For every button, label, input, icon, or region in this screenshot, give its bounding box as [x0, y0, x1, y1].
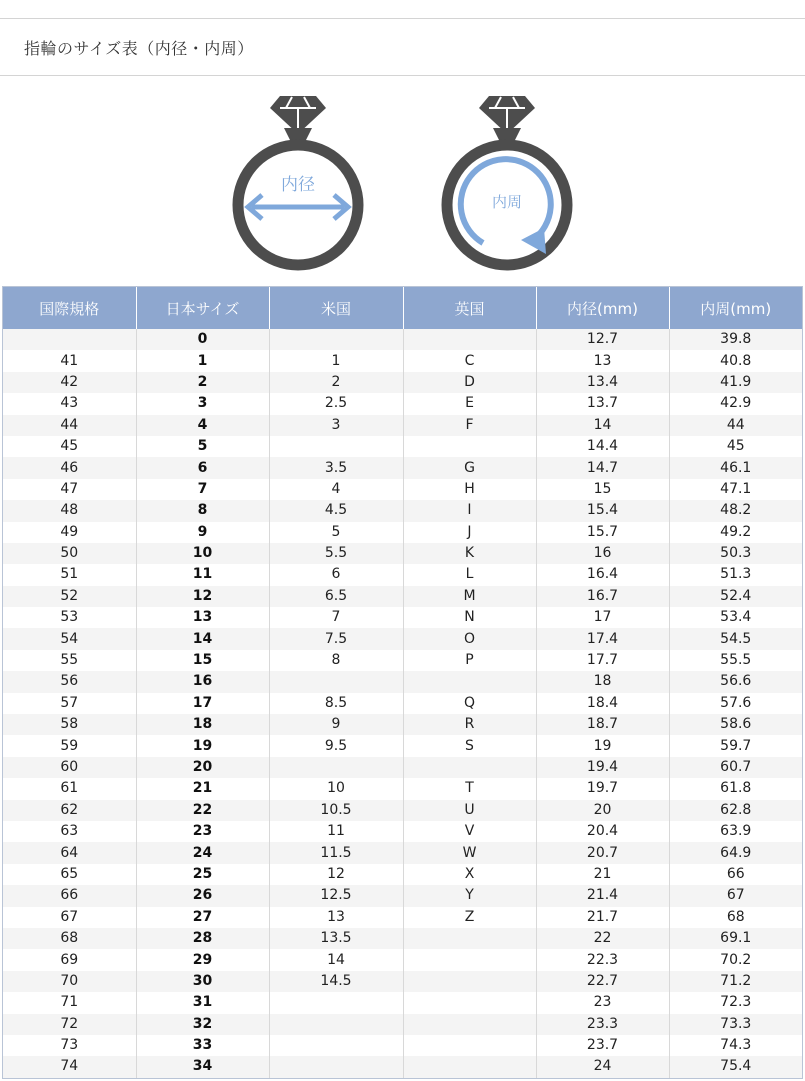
header-japan: 日本サイズ [136, 287, 269, 329]
table-row [3, 650, 802, 671]
cell-international: 71 [3, 992, 136, 1013]
cell-japan: 26 [136, 885, 269, 906]
cell-uk: H [403, 479, 536, 500]
cell-inner-circumference: 51.3 [669, 564, 802, 585]
cell-international: 41 [3, 350, 136, 371]
cell-inner-circumference: 44 [669, 415, 802, 436]
cell-uk [403, 329, 536, 350]
cell-us [269, 436, 403, 457]
cell-japan: 20 [136, 757, 269, 778]
cell-international: 65 [3, 864, 136, 885]
cell-uk: C [403, 350, 536, 371]
cell-international: 55 [3, 650, 136, 671]
cell-japan: 30 [136, 971, 269, 992]
cell-uk: F [403, 415, 536, 436]
cell-us: 8.5 [269, 693, 403, 714]
table-row [3, 457, 802, 478]
table-row [3, 1035, 802, 1056]
cell-inner-diameter: 22.7 [536, 971, 669, 992]
cell-inner-circumference: 47.1 [669, 479, 802, 500]
cell-us: 13.5 [269, 928, 403, 949]
table-row [3, 907, 802, 928]
cell-us [269, 329, 403, 350]
cell-japan: 8 [136, 500, 269, 521]
cell-inner-diameter: 18.4 [536, 693, 669, 714]
cell-uk [403, 949, 536, 970]
cell-uk: E [403, 393, 536, 414]
cell-international: 63 [3, 821, 136, 842]
cell-japan: 6 [136, 457, 269, 478]
cell-uk: Y [403, 885, 536, 906]
cell-uk: X [403, 864, 536, 885]
cell-japan: 5 [136, 436, 269, 457]
cell-international: 56 [3, 671, 136, 692]
cell-japan: 7 [136, 479, 269, 500]
cell-inner-diameter: 14.4 [536, 436, 669, 457]
cell-inner-circumference: 57.6 [669, 693, 802, 714]
cell-japan: 23 [136, 821, 269, 842]
cell-uk [403, 1056, 536, 1077]
cell-japan: 34 [136, 1056, 269, 1077]
cell-inner-circumference: 41.9 [669, 372, 802, 393]
cell-inner-diameter: 23.7 [536, 1035, 669, 1056]
cell-us: 7 [269, 607, 403, 628]
cell-japan: 0 [136, 329, 269, 350]
cell-japan: 14 [136, 628, 269, 649]
cell-inner-circumference: 62.8 [669, 800, 802, 821]
cell-uk: R [403, 714, 536, 735]
cell-uk: D [403, 372, 536, 393]
cell-inner-circumference: 69.1 [669, 928, 802, 949]
cell-inner-circumference: 42.9 [669, 393, 802, 414]
table-row [3, 821, 802, 842]
cell-us: 14 [269, 949, 403, 970]
table-body [3, 329, 802, 1078]
table-row [3, 693, 802, 714]
cell-inner-diameter: 21.7 [536, 907, 669, 928]
cell-inner-diameter: 20.7 [536, 842, 669, 863]
inner-diameter-label: 内径 [281, 175, 315, 195]
cell-japan: 9 [136, 522, 269, 543]
cell-us: 9 [269, 714, 403, 735]
table-row [3, 350, 802, 371]
cell-japan: 13 [136, 607, 269, 628]
cell-us: 10.5 [269, 800, 403, 821]
cell-inner-diameter: 19.4 [536, 757, 669, 778]
cell-international [3, 329, 136, 350]
header-inner-circumference: 内周(mm) [669, 287, 802, 329]
header-international: 国際規格 [3, 287, 136, 329]
cell-us: 1 [269, 350, 403, 371]
cell-uk: L [403, 564, 536, 585]
cell-inner-diameter: 16.4 [536, 564, 669, 585]
cell-international: 72 [3, 1014, 136, 1035]
table-row [3, 1056, 802, 1077]
cell-inner-diameter: 24 [536, 1056, 669, 1077]
cell-us [269, 757, 403, 778]
ring-inner-diameter [238, 96, 358, 265]
table-row [3, 971, 802, 992]
cell-international: 48 [3, 500, 136, 521]
cell-uk: G [403, 457, 536, 478]
cell-inner-diameter: 20.4 [536, 821, 669, 842]
cell-japan: 15 [136, 650, 269, 671]
cell-inner-circumference: 54.5 [669, 628, 802, 649]
table-row [3, 992, 802, 1013]
cell-japan: 12 [136, 586, 269, 607]
cell-us: 8 [269, 650, 403, 671]
cell-us: 5 [269, 522, 403, 543]
cell-inner-circumference: 64.9 [669, 842, 802, 863]
cell-inner-circumference: 72.3 [669, 992, 802, 1013]
cell-japan: 32 [136, 1014, 269, 1035]
cell-inner-circumference: 55.5 [669, 650, 802, 671]
cell-us: 4 [269, 479, 403, 500]
cell-inner-circumference: 53.4 [669, 607, 802, 628]
cell-japan: 2 [136, 372, 269, 393]
cell-uk: P [403, 650, 536, 671]
cell-inner-circumference: 39.8 [669, 329, 802, 350]
table-row [3, 564, 802, 585]
cell-uk [403, 757, 536, 778]
cell-international: 46 [3, 457, 136, 478]
cell-uk: U [403, 800, 536, 821]
cell-international: 51 [3, 564, 136, 585]
cell-international: 54 [3, 628, 136, 649]
cell-uk [403, 928, 536, 949]
cell-inner-circumference: 61.8 [669, 778, 802, 799]
header-uk: 英国 [403, 287, 536, 329]
cell-uk [403, 971, 536, 992]
cell-international: 47 [3, 479, 136, 500]
cell-japan: 27 [136, 907, 269, 928]
table-row [3, 415, 802, 436]
cell-japan: 24 [136, 842, 269, 863]
cell-uk: I [403, 500, 536, 521]
cell-international: 64 [3, 842, 136, 863]
cell-japan: 25 [136, 864, 269, 885]
cell-japan: 33 [136, 1035, 269, 1056]
ring-diagram [0, 76, 805, 286]
cell-inner-circumference: 71.2 [669, 971, 802, 992]
cell-inner-circumference: 74.3 [669, 1035, 802, 1056]
table-row [3, 778, 802, 799]
cell-japan: 10 [136, 543, 269, 564]
cell-us: 10 [269, 778, 403, 799]
cell-uk: S [403, 735, 536, 756]
cell-inner-diameter: 13.4 [536, 372, 669, 393]
cell-uk: K [403, 543, 536, 564]
cell-inner-diameter: 15.7 [536, 522, 669, 543]
cell-uk [403, 1014, 536, 1035]
ring-inner-circumference [447, 96, 567, 265]
header-inner-diameter: 内径(mm) [536, 287, 669, 329]
table-row [3, 864, 802, 885]
cell-japan: 31 [136, 992, 269, 1013]
cell-us: 14.5 [269, 971, 403, 992]
table-row [3, 329, 802, 350]
cell-international: 68 [3, 928, 136, 949]
cell-us: 12 [269, 864, 403, 885]
cell-japan: 11 [136, 564, 269, 585]
table-row [3, 714, 802, 735]
cell-japan: 28 [136, 928, 269, 949]
cell-us: 12.5 [269, 885, 403, 906]
cell-inner-diameter: 23 [536, 992, 669, 1013]
table-row [3, 586, 802, 607]
cell-international: 42 [3, 372, 136, 393]
cell-uk: T [403, 778, 536, 799]
cell-uk [403, 992, 536, 1013]
cell-international: 57 [3, 693, 136, 714]
cell-uk: V [403, 821, 536, 842]
cell-inner-diameter: 18 [536, 671, 669, 692]
cell-us [269, 671, 403, 692]
cell-inner-diameter: 12.7 [536, 329, 669, 350]
cell-japan: 17 [136, 693, 269, 714]
cell-inner-circumference: 59.7 [669, 735, 802, 756]
cell-japan: 1 [136, 350, 269, 371]
cell-us [269, 1014, 403, 1035]
cell-international: 74 [3, 1056, 136, 1077]
cell-inner-diameter: 14 [536, 415, 669, 436]
cell-uk: M [403, 586, 536, 607]
cell-inner-diameter: 17.7 [536, 650, 669, 671]
cell-us [269, 992, 403, 1013]
cell-uk: W [403, 842, 536, 863]
cell-inner-diameter: 13 [536, 350, 669, 371]
table-header-row [3, 287, 802, 329]
cell-japan: 16 [136, 671, 269, 692]
header-us: 米国 [269, 287, 403, 329]
cell-inner-circumference: 48.2 [669, 500, 802, 521]
table-row [3, 522, 802, 543]
cell-us: 9.5 [269, 735, 403, 756]
cell-inner-circumference: 73.3 [669, 1014, 802, 1035]
table-row [3, 393, 802, 414]
cell-inner-circumference: 75.4 [669, 1056, 802, 1077]
cell-inner-circumference: 67 [669, 885, 802, 906]
cell-international: 58 [3, 714, 136, 735]
cell-us: 7.5 [269, 628, 403, 649]
table-row [3, 735, 802, 756]
cell-japan: 18 [136, 714, 269, 735]
cell-us: 2 [269, 372, 403, 393]
table-row [3, 628, 802, 649]
cell-us: 2.5 [269, 393, 403, 414]
cell-japan: 19 [136, 735, 269, 756]
cell-inner-circumference: 56.6 [669, 671, 802, 692]
cell-inner-diameter: 16.7 [536, 586, 669, 607]
cell-inner-circumference: 63.9 [669, 821, 802, 842]
cell-inner-circumference: 46.1 [669, 457, 802, 478]
cell-uk: J [403, 522, 536, 543]
cell-japan: 22 [136, 800, 269, 821]
size-table-grid [3, 287, 802, 1078]
ring-diagram-svg [0, 76, 805, 286]
cell-inner-diameter: 20 [536, 800, 669, 821]
cell-inner-diameter: 16 [536, 543, 669, 564]
page-title: 指輪のサイズ表（内径・内周） [24, 39, 254, 58]
cell-inner-diameter: 19 [536, 735, 669, 756]
cell-us: 3.5 [269, 457, 403, 478]
cell-inner-circumference: 60.7 [669, 757, 802, 778]
table-row [3, 479, 802, 500]
cell-inner-circumference: 70.2 [669, 949, 802, 970]
table-row [3, 757, 802, 778]
cell-inner-circumference: 68 [669, 907, 802, 928]
cell-us: 6.5 [269, 586, 403, 607]
cell-inner-diameter: 19.7 [536, 778, 669, 799]
cell-inner-diameter: 22 [536, 928, 669, 949]
cell-international: 73 [3, 1035, 136, 1056]
cell-inner-diameter: 13.7 [536, 393, 669, 414]
cell-uk: Z [403, 907, 536, 928]
cell-us: 4.5 [269, 500, 403, 521]
cell-japan: 21 [136, 778, 269, 799]
cell-international: 45 [3, 436, 136, 457]
table-row [3, 436, 802, 457]
cell-us: 5.5 [269, 543, 403, 564]
cell-inner-circumference: 66 [669, 864, 802, 885]
cell-international: 50 [3, 543, 136, 564]
cell-inner-diameter: 21 [536, 864, 669, 885]
inner-circumference-label: 内周 [491, 193, 523, 211]
cell-us: 6 [269, 564, 403, 585]
cell-international: 53 [3, 607, 136, 628]
cell-us: 3 [269, 415, 403, 436]
table-row [3, 1014, 802, 1035]
cell-uk [403, 436, 536, 457]
cell-uk: N [403, 607, 536, 628]
table-row [3, 842, 802, 863]
cell-inner-diameter: 15.4 [536, 500, 669, 521]
cell-inner-circumference: 40.8 [669, 350, 802, 371]
table-row [3, 543, 802, 564]
cell-inner-circumference: 52.4 [669, 586, 802, 607]
cell-international: 43 [3, 393, 136, 414]
cell-us [269, 1035, 403, 1056]
cell-international: 66 [3, 885, 136, 906]
cell-inner-circumference: 49.2 [669, 522, 802, 543]
size-table [2, 286, 803, 1079]
cell-inner-diameter: 15 [536, 479, 669, 500]
cell-inner-circumference: 58.6 [669, 714, 802, 735]
cell-inner-diameter: 17.4 [536, 628, 669, 649]
cell-inner-diameter: 23.3 [536, 1014, 669, 1035]
cell-inner-diameter: 22.3 [536, 949, 669, 970]
table-row [3, 500, 802, 521]
title-bar [0, 18, 805, 76]
cell-international: 67 [3, 907, 136, 928]
cell-international: 61 [3, 778, 136, 799]
cell-us: 11.5 [269, 842, 403, 863]
table-row [3, 372, 802, 393]
table-row [3, 928, 802, 949]
table-row [3, 949, 802, 970]
cell-international: 49 [3, 522, 136, 543]
cell-inner-circumference: 50.3 [669, 543, 802, 564]
cell-international: 59 [3, 735, 136, 756]
table-row [3, 607, 802, 628]
cell-international: 70 [3, 971, 136, 992]
cell-inner-diameter: 18.7 [536, 714, 669, 735]
table-row [3, 671, 802, 692]
table-row [3, 800, 802, 821]
cell-international: 60 [3, 757, 136, 778]
cell-uk: Q [403, 693, 536, 714]
cell-inner-circumference: 45 [669, 436, 802, 457]
cell-international: 44 [3, 415, 136, 436]
cell-us: 11 [269, 821, 403, 842]
table-row [3, 885, 802, 906]
cell-uk [403, 671, 536, 692]
cell-uk [403, 1035, 536, 1056]
cell-us: 13 [269, 907, 403, 928]
cell-japan: 4 [136, 415, 269, 436]
cell-japan: 29 [136, 949, 269, 970]
cell-uk: O [403, 628, 536, 649]
cell-international: 62 [3, 800, 136, 821]
cell-international: 69 [3, 949, 136, 970]
cell-inner-diameter: 14.7 [536, 457, 669, 478]
cell-us [269, 1056, 403, 1077]
cell-international: 52 [3, 586, 136, 607]
cell-inner-diameter: 21.4 [536, 885, 669, 906]
cell-japan: 3 [136, 393, 269, 414]
cell-inner-diameter: 17 [536, 607, 669, 628]
